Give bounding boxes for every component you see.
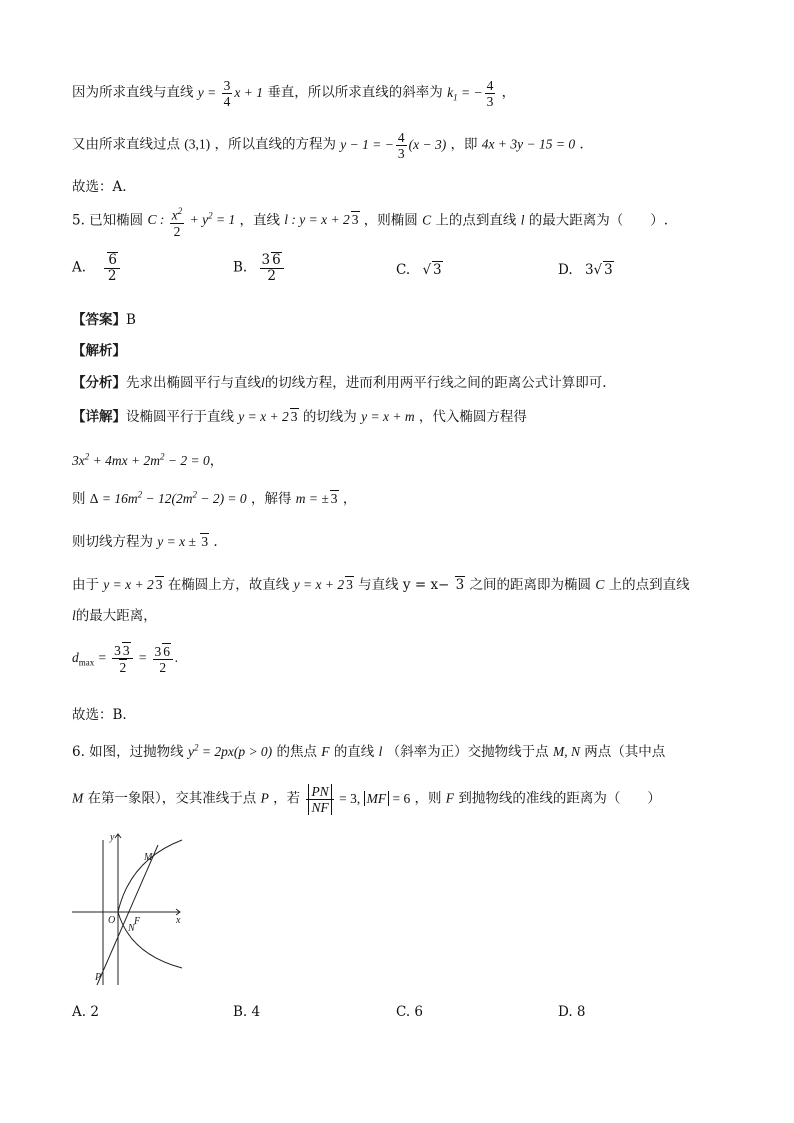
text: 又由所求直线过点	[72, 136, 180, 153]
text: 垂直，所以所求直线的斜率为	[267, 84, 443, 101]
label-n: N	[128, 923, 135, 934]
xiangjie-line	[72, 405, 527, 425]
formula: √ 3	[422, 262, 442, 278]
text: 的切线方程，进而利用两平行线之间的距离公式计算即可.	[264, 375, 607, 391]
text: ，直线	[239, 212, 280, 229]
formula: y = x + 2 3	[238, 409, 298, 424]
formula: y = x + 2 3	[293, 577, 353, 592]
text: 设椭圆平行于直线	[126, 409, 234, 425]
answer-value: B	[126, 312, 136, 328]
formula: l	[261, 375, 265, 390]
option-c[interactable]	[396, 261, 443, 278]
formula: l : y = x + 2 3	[284, 212, 359, 228]
formula: C	[422, 212, 432, 228]
text: ，代入椭圆方程得	[418, 409, 527, 425]
equation-7: 故选：B.	[72, 707, 127, 723]
parabola-figure	[70, 830, 195, 990]
text: ，解得	[250, 491, 292, 507]
formula: y = x− 3	[402, 577, 465, 593]
text: 与直线	[358, 577, 399, 593]
formula: C : $\frac{x^2}{2}$ + $y^2 = 1$	[147, 206, 236, 239]
text: 5. 已知椭圆	[72, 212, 144, 229]
text: 【分析】	[72, 375, 126, 391]
text: 则	[72, 491, 86, 507]
formula: F	[445, 790, 455, 806]
question-6	[72, 740, 665, 760]
text: 的焦点	[276, 744, 317, 760]
text: 的直线	[333, 744, 375, 760]
text: ，若	[273, 790, 301, 807]
solution-line-2	[72, 130, 584, 161]
equation-1	[72, 449, 223, 469]
formula: y = x + 2 3	[103, 577, 163, 592]
text: ，即	[450, 136, 478, 153]
text: 在椭圆上方，故直线	[167, 577, 290, 593]
text: ，	[342, 491, 357, 507]
q6-option-c[interactable]: C. 6	[396, 1004, 424, 1020]
equation-3	[72, 530, 218, 550]
option-d[interactable]	[558, 261, 614, 278]
formula: C	[595, 577, 605, 592]
formula: y = $\frac{3}{4}$ x + 1	[197, 78, 264, 109]
formula: $\Delta = 16m^2 - 12(2m^2 - 2) = 0$	[89, 489, 247, 506]
text: 6. 如图，过抛物线	[72, 744, 184, 760]
formula: l	[378, 744, 383, 759]
formula: $k_1$ = − $\frac{4}{3}$	[447, 78, 494, 109]
formula: $\frac{6}{2}$	[104, 252, 120, 284]
text: （斜率为正）交抛物线于点	[386, 744, 549, 760]
text: 的切线为	[302, 409, 357, 425]
formula: M	[72, 790, 84, 806]
text: 上的点到直线	[435, 212, 517, 229]
option-label: A.	[72, 259, 87, 276]
answer-label: 【答案】	[72, 312, 126, 328]
text: .	[579, 136, 584, 153]
formula: y − 1 = − $\frac{4}{3}$ (x − 3)	[340, 130, 447, 161]
text: 之间的距离即为椭圆	[469, 577, 592, 593]
option-label: D.	[558, 262, 573, 278]
formula: y = x ± 3	[157, 534, 209, 549]
question-5	[72, 204, 668, 239]
text: 【解析】	[72, 343, 126, 359]
formula: F	[321, 744, 330, 759]
option-label: C.	[396, 262, 411, 278]
formula: $\frac{PN}{NF}$ = 3, MF = 6	[304, 791, 410, 806]
formula: m = ± 3	[295, 491, 338, 506]
label-f: F	[134, 916, 141, 927]
solution-line-1	[72, 78, 515, 109]
text: 因为所求直线与直线	[72, 84, 194, 101]
text: 先求出椭圆平行与直线	[126, 375, 261, 391]
formula: (3,1)	[184, 136, 211, 152]
solution-line-3: 故选：A.	[72, 179, 127, 195]
formula: l	[72, 608, 76, 623]
fenxi-line	[72, 371, 607, 391]
q6-option-a[interactable]: A. 2	[72, 1004, 99, 1020]
formula: P	[260, 790, 269, 806]
text: ，则椭圆	[363, 212, 418, 229]
equation-2	[72, 487, 356, 507]
label-m: M	[144, 852, 153, 863]
formula: y = x + m	[361, 409, 415, 424]
label-p: P	[95, 972, 102, 983]
text: ，	[501, 84, 516, 101]
answer-line	[72, 308, 136, 328]
text: ，	[209, 453, 224, 469]
label-x: x	[176, 915, 181, 926]
question-6-cont	[72, 784, 661, 815]
q6-option-d[interactable]: D. 8	[558, 1004, 586, 1020]
text: 的最大距离为（ ）.	[528, 212, 669, 229]
text: 上的点到直线	[608, 577, 690, 593]
equation-6	[72, 642, 178, 675]
formula: $y^2 = 2px(p > 0)$	[187, 742, 273, 759]
text: 由于	[72, 577, 99, 593]
text: .	[213, 534, 218, 550]
line-l	[97, 845, 158, 985]
equation-4	[72, 573, 690, 593]
text: 则切线方程为	[72, 534, 153, 550]
text: 【详解】	[72, 409, 126, 425]
label-o: O	[108, 915, 116, 926]
text: 在第一象限），交其准线于点	[87, 790, 257, 807]
formula: $3x^2 + 4mx + 2m^2 - 2 = 0$	[72, 451, 210, 468]
formula: 4x + 3y − 15 = 0	[481, 136, 576, 152]
text: 到抛物线的准线的距离为（ ）	[458, 790, 661, 807]
option-label: B.	[233, 259, 248, 276]
label-y: y	[110, 832, 115, 843]
text: 的最大距离，	[75, 608, 157, 624]
option-b[interactable]	[233, 252, 286, 284]
option-a[interactable]	[72, 252, 122, 284]
formula: 3√ 3	[584, 262, 613, 278]
formula: $\frac{3 6}{2}$	[260, 252, 284, 284]
text: ，所以直线的方程为	[214, 136, 336, 153]
equation-5	[72, 604, 157, 624]
formula: l	[520, 212, 525, 228]
text: ，则	[414, 790, 442, 807]
text: 两点（其中点	[584, 744, 666, 760]
formula: M, N	[552, 744, 580, 759]
jiexi-label	[72, 339, 126, 359]
formula: $d_{max}$ = $\frac{3 3}{2}$ = $\frac{3 6}{2}$ .	[72, 643, 179, 675]
q6-option-b[interactable]: B. 4	[233, 1004, 261, 1020]
